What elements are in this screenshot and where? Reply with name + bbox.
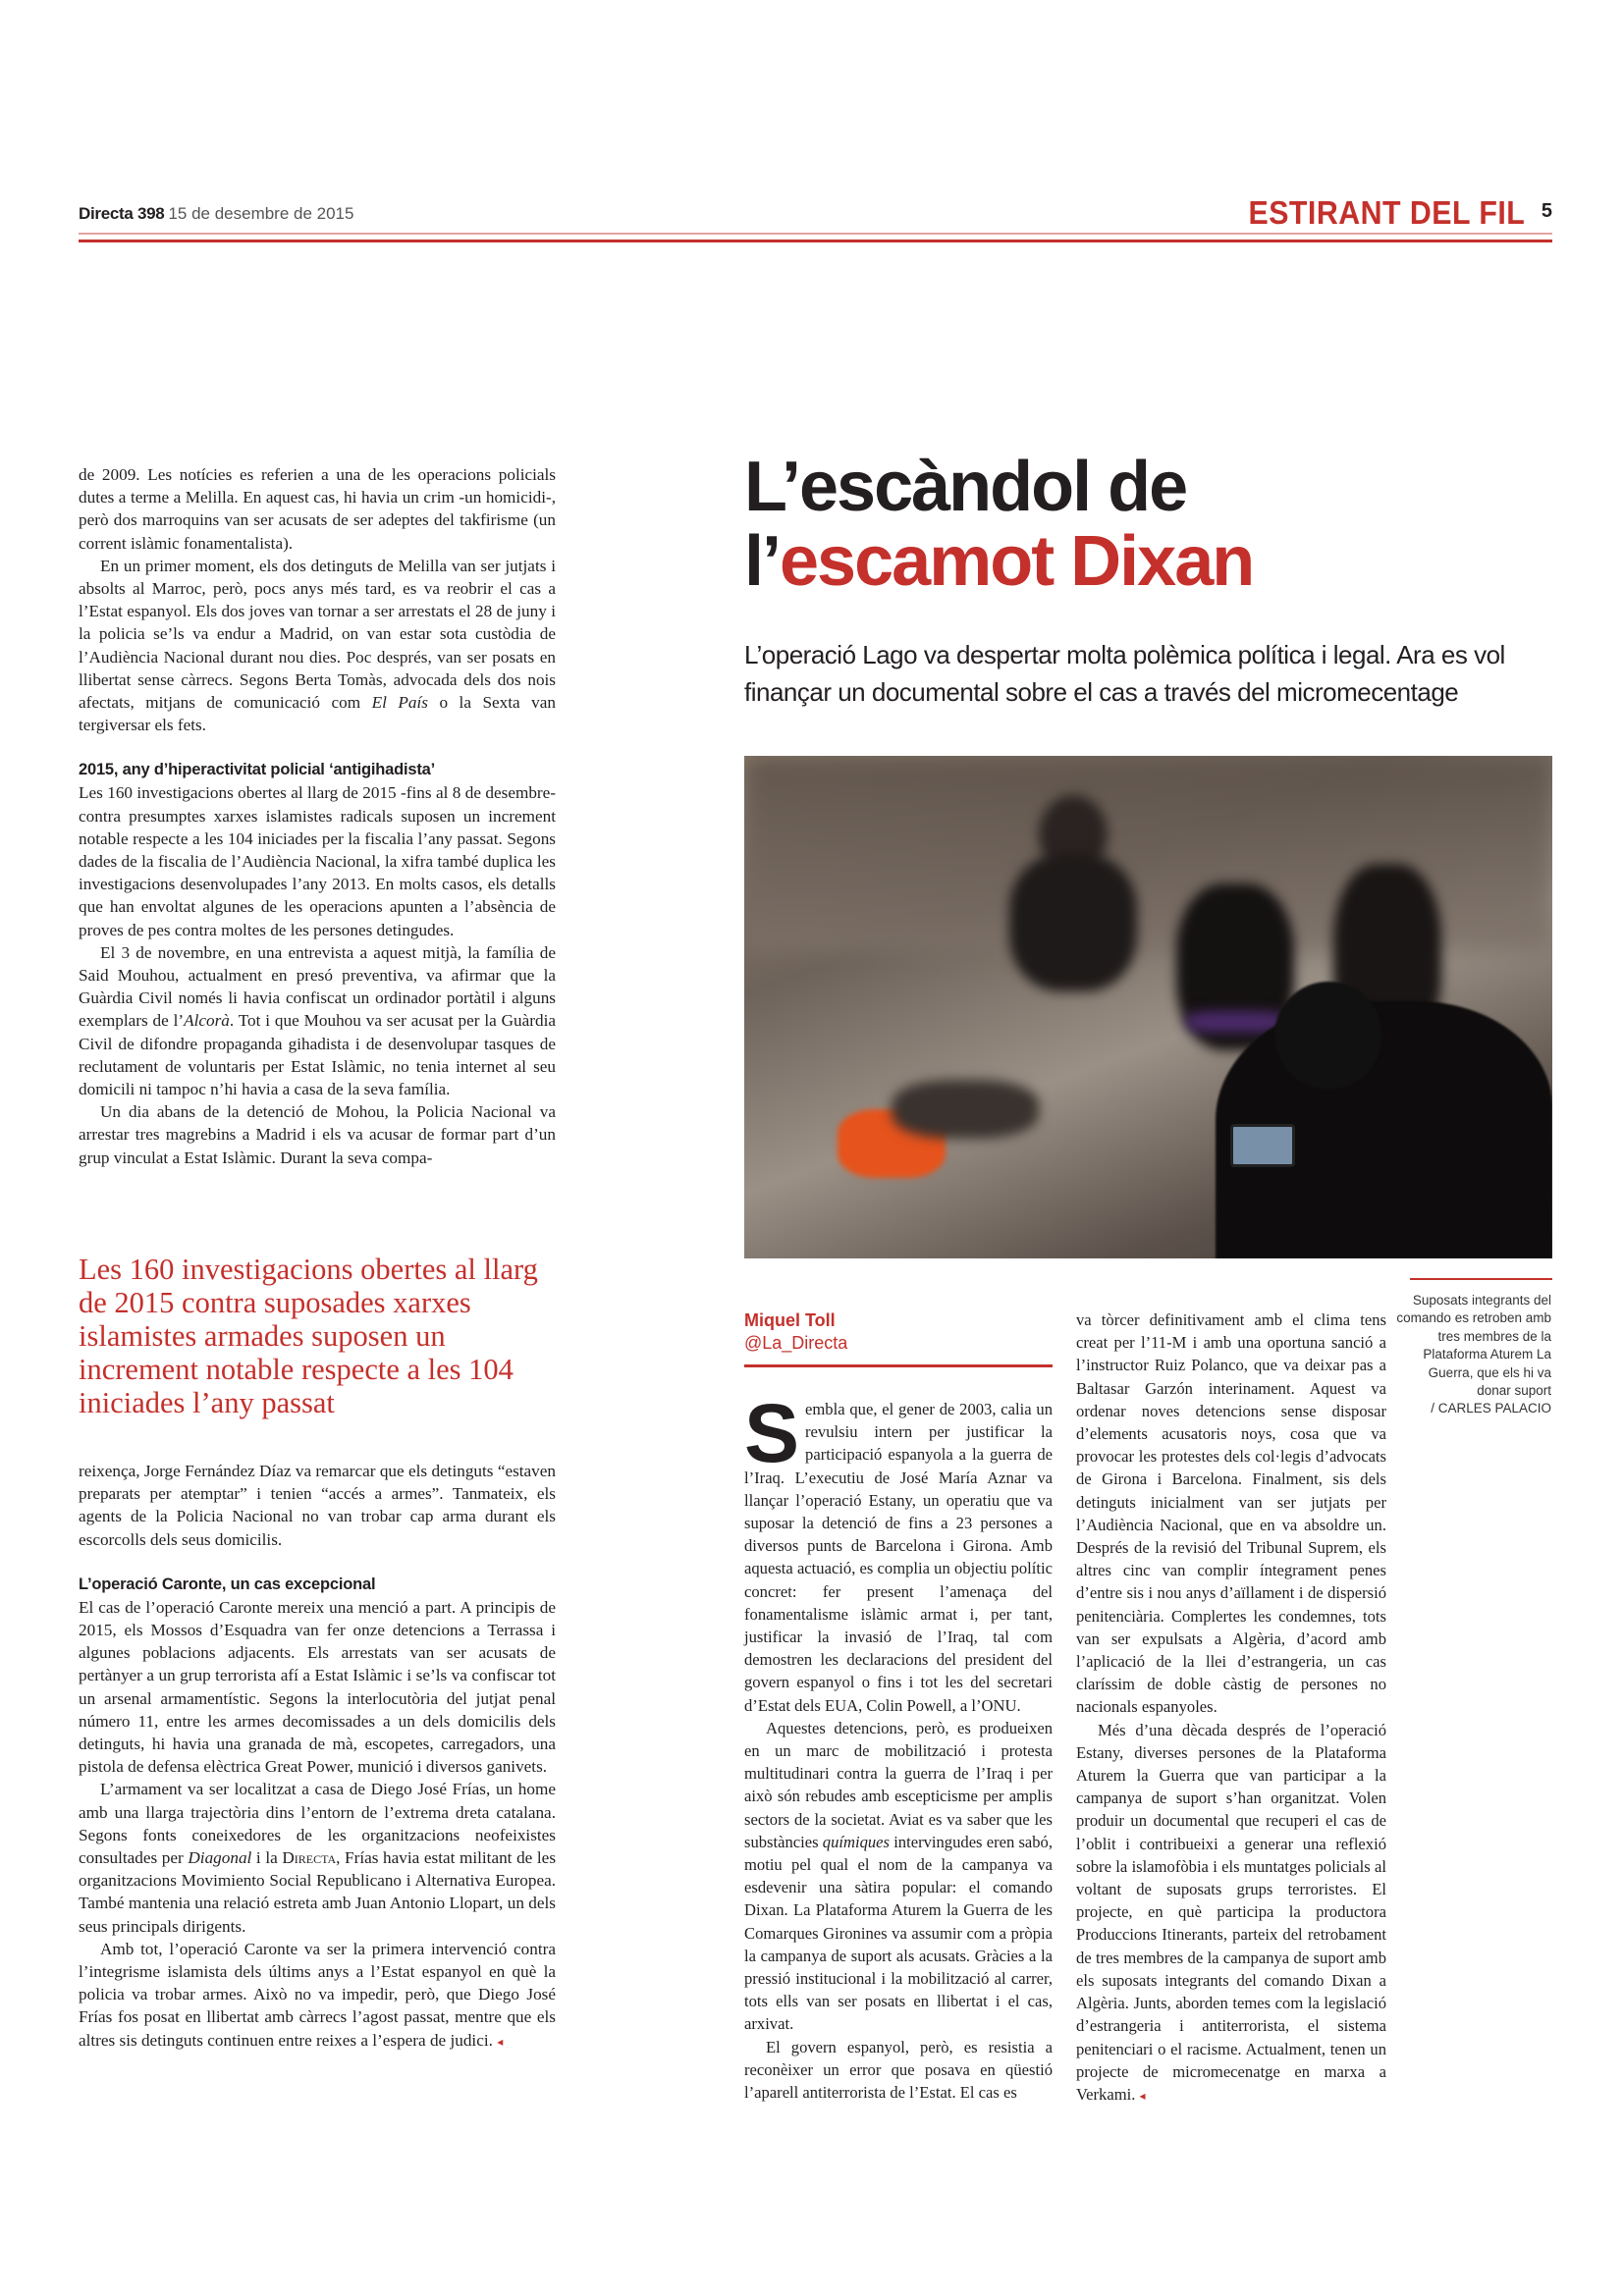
- paragraph: [79, 1778, 556, 1937]
- subheading: 2015, any d’hiperactivitat policial ‘antigihadista’: [79, 761, 435, 779]
- author-handle[interactable]: @La_Directa: [744, 1333, 848, 1353]
- paragraph: [79, 555, 556, 737]
- text: Amb tot, l’operació Caronte va ser la primera intervenció contra l’integrisme islamista dels últims anys a l’Estat espanyol en què la policia va trobar armes. Això no va impedir, però, que Diego José Frías fos posat en llibertat amb càrrecs l’agost passat, mentre que els altres sis detinguts continuen entre reixes a l’espera de judici.: [79, 1939, 556, 2050]
- end-mark-icon: ◂: [497, 2034, 504, 2049]
- caption-text: Suposats integrants del comando es retroben amb tres membres de la Plataforma Aturem La Guerra, que els hi va donar suport: [1396, 1293, 1551, 1399]
- paragraph: [744, 1387, 1053, 1717]
- headline-text: l’: [744, 522, 781, 601]
- paragraph: El cas de l’operació Caronte mereix una menció a part. A principis de 2015, els Mossos d’Esquadra van fer onze detencions a Terrassa i algunes poblacions adjacents. Els arrestats van ser acusats de pertànyer a un grup terrorista afí a Estat Islàmic i se’ls va confiscar tot un arsenal armamentístic. Segons la interlocutòria del jutjat penal número 11, entre les armes decomissades a un dels domicilis dels detinguts, hi havia una granada de mà, escopetes, carregadors, una pistola de defensa elèctrica Great Power, munició i diversos ganivets.: [79, 1597, 556, 1777]
- text: o la Sexta van tergiversar els fets.: [79, 693, 556, 735]
- page-header-publication: [79, 204, 353, 224]
- end-mark-icon: ◂: [1139, 2088, 1146, 2103]
- issue-date: 15 de desembre de 2015: [168, 204, 354, 223]
- paragraph: reixença, Jorge Fernández Díaz va remarcar que els detinguts “estaven preparats per atemptar” i tenien “accés a armes”. Tanmateix, els agents de la Policia Nacional no van trobar cap arma durant els escorcolls dels seus domicilis.: [79, 1462, 556, 1549]
- headline-highlight: escamot Dixan: [780, 522, 1254, 601]
- paragraph: Un dia abans de la detenció de Mohou, la Policia Nacional va arrestar tres magrebins a Madrid i els va acusar de formar part d’un grup vinculat a Estat Islàmic. Durant la seva compa-: [79, 1102, 556, 1167]
- paragraph: [79, 1938, 556, 2054]
- photo-credit: / CARLES PALACIO: [1431, 1401, 1551, 1416]
- paragraph: [1076, 1719, 1386, 2108]
- text: El 3 de novembre, en una entrevista a aquest mitjà, la família de Said Mouhou, actualment en presó preventiva, va afirmar que la Guàrdia Civil només li havia confiscat un ordinador portàtil i alguns exemplars de l’: [79, 942, 556, 1031]
- header-rule-thick: [79, 240, 1552, 242]
- page-number: 5: [1541, 200, 1552, 222]
- spacer: [79, 1551, 556, 1574]
- text: , Frías havia estat militant de les organitzacions Movimiento Social Republicano i Alternativa Europea. També mantenia una relació estreta amb Juan Antonio Llopart, un dels seus principals dirigents.: [79, 1848, 557, 1936]
- paragraph: [79, 941, 556, 1100]
- byline-rule: [744, 1364, 1053, 1367]
- text: embla que, el gener de 2003, calia un revulsiu intern per justificar la participació espanyola a la guerra de l’Iraq. L’executiu de José María Aznar va llançar l’operació Estany, un operatiu que va suposar la detenció de fins a 23 persones a diversos punts de Barcelona i Girona. Amb aquesta actuació, es complia un objectiu polític concret: fer present l’amenaça del fonamentalisme islàmic armat i, per tant, justificar la invasió de l’Iraq, tal com demostren les declaracions del president del govern espanyol o fins i tot les del secretari d’Estat dels EUA, Colin Powell, a l’ONU.: [744, 1400, 1053, 1715]
- spacer: [79, 736, 556, 759]
- standfirst: L’operació Lago va despertar molta polèmica política i legal. Ara es vol finançar un documental sobre el cas a través del micromecentage: [744, 640, 1505, 707]
- italic-text: Diagonal: [188, 1848, 252, 1868]
- paragraph: El govern espanyol, però, es resistia a reconèixer un error que posava en qüestió l’aparell antiterrorista de l’Estat. El cas es: [744, 2037, 1053, 2103]
- text: Aquestes detencions, però, es produeixen en un marc de mobilització i protesta multitudinari contra la guerra de l’Iraq i per això són rebudes amb escepticisme per amplis sectors de la societat. Aviat es va saber que les substàncies: [744, 1718, 1053, 1851]
- small-caps-text: Directa: [282, 1848, 337, 1868]
- text: Més d’una dècada després de l’operació Estany, diverses persones de la Plataforma Aturem la Guerra que van participar a la campanya de suport s’han organitzat. Volen produir un documental que recuperi el cas de l’oblit i contribueixi a generar una reflexió sobre la islamofòbia i els muntatges policials al voltant de suposats grups terroristes. El projecte, en què participa la productora Produccions Itinerants, parteix del retrobament de tres membres de la campanya de suport amb els suposats integrants del comando Dixan a Algèria. Junts, aborden temes com la legislació d’estrangeria i antiterrorista, el sistema penitenciari o el racisme. Actualment, tenen un projecte de micromecenatge en marxa a Verkami.: [1076, 1720, 1386, 2104]
- paragraph: [744, 1717, 1053, 2036]
- right-column: [1076, 1308, 1386, 2108]
- paragraph: va tòrcer definitivament amb el clima tens creat per l’11-M i amb una oportuna sanció a l’instructor Ruiz Polanco, que va deixar pas a Baltasar Garzón interinament. Aquest va ordenar noves detencions sense disposar d’elements acusatoris noys, cosa que va provocar les protestes dels col·legis d’advocats de Girona i Barcelona. Finalment, sis dels detinguts inicialment van ser jutjats per l’Audiència Nacional, que en va absoldre un. Després de la revisió del Tribunal Suprem, els altres cinc van complir íntegrament penes d’entre sis i nou anys d’aïllament i de dispersió penitenciària. Complertes les condemnes, tots van ser expulsats a Algèria, d’acord amb l’aplicació de la llei d’estrangeria, un cas claríssim de doble càstig de persones no nacionals espanyoles.: [1076, 1310, 1386, 1717]
- caption-rule: [1410, 1278, 1552, 1280]
- person-body: [1009, 854, 1137, 991]
- left-column-bottom: [79, 1460, 556, 2054]
- italic-text: El País: [371, 693, 428, 713]
- text: . Tot i que Mouhou va ser acusat per la Guàrdia Civil de difondre propaganda gihadista i de desenvolupar tasques de reclutament de voluntaris per Estat Islàmic, no tenia internet al seu domicili ni tampoc n’hi havia a casa de la seva família.: [79, 1011, 556, 1099]
- byline: [744, 1309, 847, 1355]
- text: intervingudes eren sabó, motiu pel qual el nom de la campanya va esdevenir una sàtira popular: el comando Dixan. La Plataforma Aturem la Guerra de les Comarques Gironines va assumir com a pròpia la campanya de suport als acusats. Gràcies a la pressió institucional i la mobilització al carrer, tots ells van ser posats en llibertat i el cas, arxivat.: [744, 1832, 1054, 2034]
- section-title: ESTIRANT DEL FIL: [1248, 194, 1525, 231]
- headline-line-2: [744, 524, 1253, 599]
- headline: [744, 450, 1253, 599]
- italic-text: químiques: [822, 1832, 890, 1851]
- camera-screen: [1230, 1124, 1295, 1167]
- italic-text: Alcorà: [184, 1011, 230, 1031]
- camera: [1274, 982, 1382, 1090]
- header-rule-thin: [79, 233, 1552, 235]
- text: i la: [251, 1848, 283, 1868]
- middle-column: [744, 1387, 1054, 2104]
- reclining-person: [892, 1080, 1039, 1139]
- text: En un primer moment, els dos detinguts de Melilla van ser jutjats i absolts al Marroc, però, pocs anys més tard, es va reobrir el cas a l’Estat espanyol. Els dos joves van tornar a ser arrestats el 28 de juny i la policia se’ls va endur a Madrid, on van estar sota custòdia de l’Audiència Nacional durant nou dies. Poc després, van ser posats en llibertat sense càrrecs. Segons Berta Tomàs, advocada dels dos nois afectats, mitjans de comunicació com: [79, 556, 556, 713]
- text: L’armament va ser localitzat a casa de Diego José Frías, un home amb una llarga trajectòria dins l’entorn de l’extrema dreta catalana. Segons fonts coneixedores de les organitzacions neofeixistes consultades per: [79, 1780, 556, 1868]
- publication-issue: Directa 398: [79, 204, 165, 223]
- drop-cap: S: [744, 1387, 800, 1479]
- headline-line-1: L’escàndol de: [744, 448, 1187, 526]
- subheading: L’operació Caronte, un cas excepcional: [79, 1575, 376, 1593]
- author-name: Miquel Toll: [744, 1310, 836, 1330]
- left-column-top: [79, 463, 556, 1169]
- photo-caption: [1394, 1292, 1551, 1418]
- paragraph: de 2009. Les notícies es referien a una de les operacions policials dutes a terme a Melilla. En aquest cas, hi havia un crim -un homicidi-, però dos marroquins van ser acusats de ser adeptes del takfirisme (un corrent islàmic fonamentalista).: [79, 465, 556, 553]
- pull-quote: Les 160 investigacions obertes al llarg de 2015 contra suposades xarxes islamistes armades suposen un increment notable respecte a les 104 iniciades l’any passat: [79, 1253, 538, 1419]
- paragraph: Les 160 investigacions obertes al llarg de 2015 -fins al 8 de desembre- contra presumptes xarxes islamistes radicals suposen un increment notable respecte a les 104 iniciades per la fiscalia l’any passat. Segons dades de la fiscalia de l’Audiència Nacional, la xifra també duplica les investigacions desenvolupades l’any 2013. En molts casos, els detalls que han envoltat algunes de les operacions apunten a l’absència de proves de pes contra moltes de les persones detingudes.: [79, 783, 556, 939]
- article-photo: [744, 756, 1552, 1258]
